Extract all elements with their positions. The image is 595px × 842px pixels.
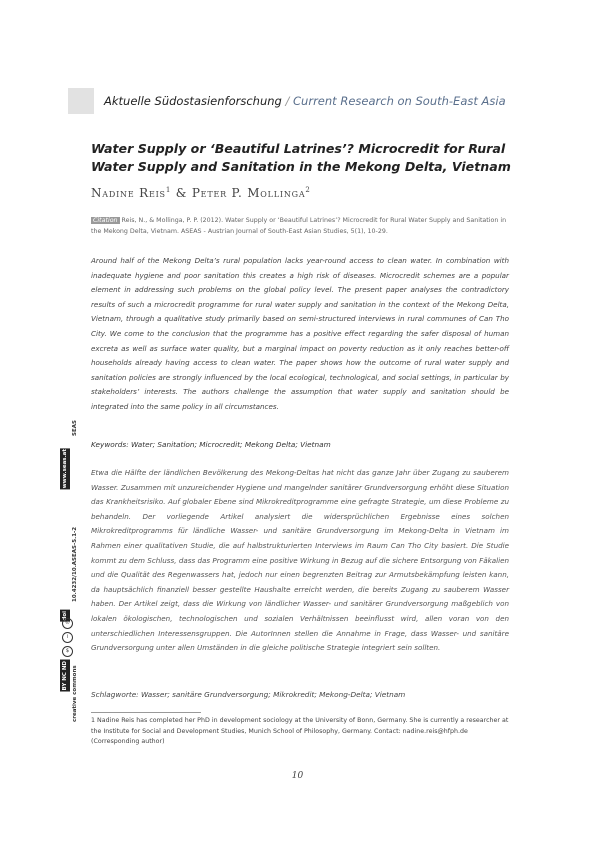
authors [91,186,311,200]
schlagworte: Schlagworte: Wasser; sanitäre Grundversorgung; Mikrokredit; Mekong-Delta; Vietnam [91,690,406,699]
header-de: Aktuelle Südostasienforschung [104,94,282,108]
doi-text[interactable]: 10.4232/10.ASEAS-5.1-2 [72,526,78,602]
page-number: 10 [291,771,304,781]
author-2: Peter P. Mollinga [191,186,306,200]
author-2-sup: 2 [305,186,311,194]
abstract-de: Etwa die Hälfte der ländlichen Bevölkerung des Mekong-Deltas hat nicht das ganze Jahr über Zugang zu sauberem Wasser. Zusammen mit unzureichender Hygiene und mangelnder sanitärer Grundversorgung erhöht diese Situation das Krankheitsrisiko. Auf globaler Ebene sind Mikrokreditprogramme eine gefragte Strategie, um diese Probleme zu behandeln. Der vorliegende Artikel analysiert die widersprüchlichen Ergebnisse eines solchen Mikrokreditprogramms für ländliche Wasser- und sanitäre Grundversorgung im Mekong-Delta in Vietnam im Rahmen einer qualitativen Studie, die auf halbstrukturierten Interviews im Raum Can Tho City basiert. Die Studie kommt zu dem Schluss, dass das Programm eine positive Wirkung in Bezug auf die sichere Entsorgung von Fäkalien und die Qualität des Regenwassers hat, jedoch nur einen begrenzten Beitrag zur Armutsbekämpfung leisten kann, da hauptsächlich finanziell besser gestellte Haushalte erreicht werden, die bereits Zugang zu sauberem Wasser haben. Der Artikel zeigt, dass die Wirkung von ländlicher Wasser- und sanitärer Grundversorgung maßgeblich von lokalen ökologischen, technologischen und sozialen Verhältnissen beeinflusst wird, allen voran von den unterschiedlichen Interessensgruppen. Die AutorInnen stellen die Annahme in Frage, dass Wasser- und sanitäre Grundversorgung unter allen Umständen in die gleiche politische Strategie integriert sein sollten. [91,468,509,653]
creative-commons-label: creative commons [72,665,78,722]
author-1: Nadine Reis [91,186,166,200]
nc-icon: $ [62,646,73,657]
doi-label: doi [62,611,68,621]
author-amp: & [171,186,192,200]
keywords: Keywords: Water; Sanitation; Microcredit; Mekong Delta; Vietnam [91,440,331,449]
article-title: Water Supply or ‘Beautiful Latrines’? Microcredit for Rural Water Supply and Sanitation in the Mekong Delta, Vietnam [91,141,511,174]
citation [91,215,511,237]
header-separator: / [281,94,294,108]
header-square [68,88,94,114]
website-badge[interactable]: www.seas.at [62,449,68,489]
cc-icon: © [62,618,73,629]
header-en: Current Research on South-East Asia [293,94,506,108]
footnote: 1 Nadine Reis has completed her PhD in development sociology at the University of Bonn, Germany. She is currently a researcher at the Institute for Social and Development Studies, Munich School of Philosophy, Germany. Contact: nadine.reis@hfph.de (Corresponding author) [91,717,509,745]
citation-text: Reis, N., & Mollinga, P. P. (2012). Water Supply or ‘Beautiful Latrines’? Microcredit for Rural Water Supply and Sanitation in the Mekong Delta, Vietnam. ASEAS - Austrian Journal of South-East Asian Studies, 5(1), 10-29. [91,217,507,235]
abstract-en: Around half of the Mekong Delta’s rural population lacks year-round access to clean water. In combination with inadequate hygiene and poor sanitation this creates a high risk of diseases. Microcredit schemes are a popular element in addressing such problems on the global policy level. The present paper analyses the contradictory results of such a microcredit programme for rural water supply and sanitation in the context of the Mekong Delta, Vietnam, through a qualitative study primarily based on semi-structured interviews in rural communes of Can Tho City. We come to the conclusion that the programme has a positive effect regarding the safer disposal of human excreta as well as surface water quality, but a marginal impact on poverty reduction as it only reaches better-off households already having access to clean water. The paper shows how the outcome of rural water supply and sanitation policies are strongly influenced by the local ecological, technological, and social settings, in particular by stakeholders’ interests. The authors challenge the assumption that water supply and sanitation should be integrated into the same policy in all circumstances. [91,256,509,411]
footnote-rule [91,712,201,713]
by-icon: i [62,632,73,643]
citation-tag: Citation [93,217,118,224]
author-1-sup: 1 [165,186,172,194]
journal-header [104,94,506,108]
seas-label: SEAS [72,420,78,436]
license-badge: BY NC ND [62,661,68,691]
